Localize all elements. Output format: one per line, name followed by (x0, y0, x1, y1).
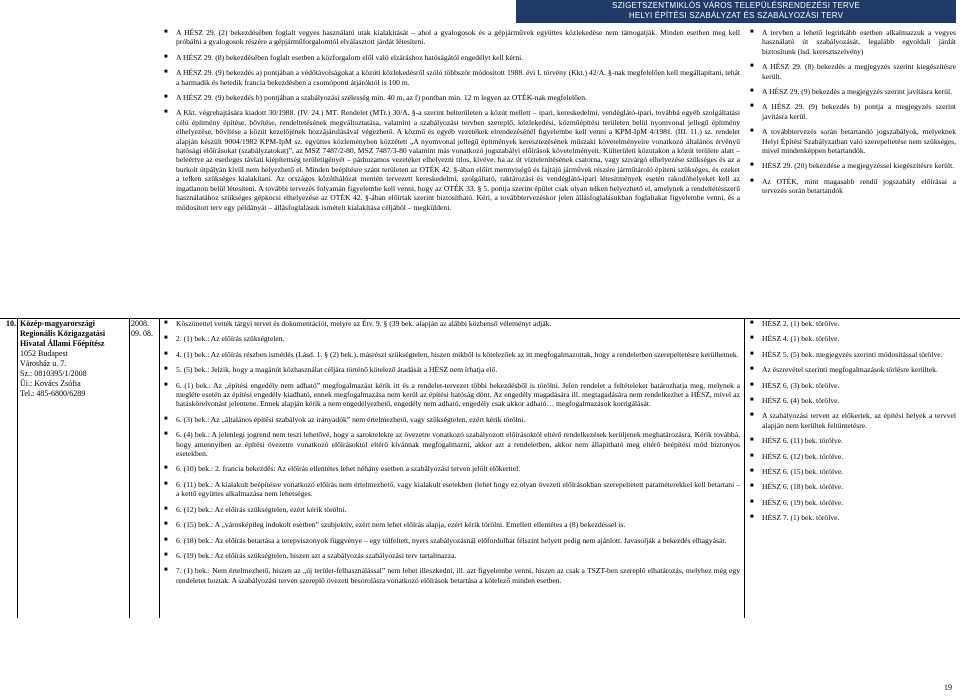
comment-item: ■ 2. (1) bek.: Az előírás szükségtelen. (162, 334, 740, 343)
top-text-column (162, 28, 740, 218)
organization-block (20, 319, 128, 399)
page-number: 19 (944, 683, 952, 692)
comment-item: ■ 6. (10) bek.: 2. francia bekezdés: Az előírás ellentétes lehet néhány esetben a szabályozási terven jelölt előkerttel. (162, 464, 740, 473)
top-response-item: ■ A tervben a lehető legritkább esetben alkalmazzuk a vegyes használatú út szabályozását, legalább egyoldali járdát biztosítunk (lsd. keresztszelvény) (748, 28, 956, 56)
comment-item: ■ 6. (15) bek.: A „városképileg indokolt esetben” szubjektív, ezért nem lehet előírás alapja, ezért kérik törölni. Emellett ellentétes a (8) bekezdéssel is. (162, 520, 740, 529)
date-block (131, 319, 159, 339)
top-response-item: ■ HÉSZ 29. (20) bekezdése a megjegyzéssel kiegészítésre került. (748, 161, 956, 170)
response-item: ■ HÉSZ 6. (3) bek. törölve. (748, 381, 956, 390)
response-item: ■ HÉSZ 4. (1) bek. törölve. (748, 334, 956, 343)
comment-item: ■ 5. (5) bek.: Jelzik, hogy a magánút közhasználat céljára történő kötelező átadását a HÉSZ nem írhatja elő. (162, 365, 740, 374)
document-header (516, 0, 956, 23)
header-line-2: HELYI ÉPÍTÉSI SZABÁLYZAT ÉS SZABÁLYOZÁSI TERV (628, 11, 844, 20)
response-item: ■ HÉSZ 7. (1) bek. törölve. (748, 513, 956, 522)
org-line: Sz.: 0810395/1/2008 (20, 369, 87, 378)
header-line-1: SZIGETSZENTMIKLÓS VÁROS TELEPÜLÉSRENDEZÉSI TERVE (612, 1, 860, 10)
response-item: ■ HÉSZ 6. (11) bek. törölve. (748, 436, 956, 445)
org-line: Hivatal Állami Főépítész (20, 339, 105, 348)
top-text-item: ■ A HÉSZ 29. (2) bekezdésében foglalt vegyes használatú utak kialakítását – ahol a gyalogosok és a gépjárművek együttes közlekedése nem támogatják. Minden esetben meg kell próbálni a gyalogosok részére a gépjárműforgalomtól elválasztott járdát létesíteni. (162, 28, 740, 47)
response-item: ■ A szabályozási terven az előkertek, az építési helyek a tervvel alapján nem kerültek feltüntetésre. (748, 411, 956, 430)
response-item: ■ HÉSZ 5. (5) bek. megjegyzés szerinti módosítással törölve. (748, 350, 956, 359)
response-item: ■ HÉSZ 2. (1) bek. törölve. (748, 319, 956, 328)
top-text-item: ■ A HÉSZ 29. (9) bekezdés a) pontjában a védőtávolságokat a közúti közlekedésről szóló többször módosított 1988. évi I. törvény (Kkt.) 42/A. §-nak megfelelően kell megállapítani, tehát a harmadik és hetedik francia bekezdésben a csomóponti átjáróktól is 100 m. (162, 68, 740, 87)
org-line: Városház u. 7. (20, 359, 67, 368)
comment-item: ■ 7. (1) bek.: Nem értelmezhető, hiszen az „új terület-felhasználással” nem lehet illeszkedni, ill. azt figyelembe venni, hiszen az csak a TSZT-ben szereplő elhatározás, melyhez még egy rendeletet hoztak. A szabályozási terven szereplő övezeti besorolásra vonatkozó előírások betartása a kötelező minden esetben. (162, 566, 740, 585)
comment-item: ■ 6. (11) bek.: A kialakult beépítésre vonatkozó előírás nem értelmezhető, vagy kialakult esetekben (lehet hogy ez olyan övezeti előírásokban szerepeltetett paraméterekkel kell betartani – a kettő együttes alkalmazása nem lehetséges. (162, 480, 740, 499)
response-item: ■ HÉSZ 6. (18) bek. törölve. (748, 482, 956, 491)
top-response-item: ■ A továbbtervezés során betartandó jogszabályok, melyeknek Helyi Építési Szabályzatban való szerepeltetése nem szükséges, mivel mindenképpen betartandók. (748, 127, 956, 155)
row-number: 10. (6, 319, 16, 328)
top-response-column (748, 28, 956, 202)
org-line: Regionális Közigazgatási (20, 329, 106, 338)
response-item: ■ Az észrevétel szerinti megfogalmazások törlésre kerültek. (748, 365, 956, 374)
response-item: ■ HÉSZ 6. (15) bek. törölve. (748, 467, 956, 476)
top-text-item: ■ A Kkt. végrehajtására kiadott 30/1988. (IV. 24.) MT. Rendelet (MTr.) 30/A. §-a szerint belterületen a közút mellett – ipari, kereskedelmi, vendéglátó-ipari, továbbá egyéb szolgáltatási célú építmény építése, bővítése, rendeltetésének megváltoztatása, valamint a szabályozási tervben szereplő, közlekedési, közműépítési területen belül nyomvonal jellegű építmény elhelyezése, bővítése a közút kezelőjének hozzájárulásával végezhető. A közmű és egyéb vezetékek elrendezésénél figyelembe kell venni a KPM-IpM 4/1981. (III. 11.) sz. rendelet alapján készült 9004/1982 KPM-IpM sz. együttes közleményben közzétett „A nyomvonal jellegű építmények keresztezésének műszaki követelményeire vonatkozó általános érvényű hatósági előírásokat (szabályzatokat)”, az MSZ 7487/2-80, MSZ 7487/3-80 valamint más vonatkozó jogszabályi előírások követelményeit. Külterületi közutakon a közút területe alatt – beleértve az esetleges távlati kiépítettség területigényét – párhuzamos vezetéket elhelyezni tilos, kivéve, ha az út víztelenítésének csatorna, vagy szivárgó elhelyezése szükséges és az a burkolt útpályán kívül nem helyezhető el. Minden beépítésre szánt területen az OTÉK 42. §-ában előírt mennyiségű és fajtájú járművek részére járműtároló építeni szükséges, és ezeket a telken szükséges kialakítani. Az országos közúthálózat mentén tervezett kereskedelmi, szolgáltató, raktározási és vendéglátó-ipari létesítmények esetén rakodóhelyeket kell az ingatlanon belül létesíteni. A további tervezés folyamán figyelembe kell venni, hogy az OTÉK 33. § 5. pontja szerint épület csak olyan telken helyezhető el, amelynek a rendeltetésszerű használatához szükséges gépkocsi elhelyezése az OTÉK 42. §-ában előírtak szerint biztosítható. Kéri, a továbbtervezéskor jelen állásfoglalásukban foglaltakat figyelembe venni, és a módosított terv egy példányát – állásfoglalásuk ismételt kialakítása céljából – megküldeni. (162, 108, 740, 211)
row-10 (0, 318, 960, 619)
top-response-item: ■ A HÉSZ 29. (9) bekezdés b) pontja a megjegyzés szerint javításra kerül. (748, 102, 956, 121)
top-response-item: ■ Az OTÉK, mint magasabb rendű jogszabály előírásai a tervezés során betartandók (748, 177, 956, 196)
org-line: Üi.: Kovács Zsófia (20, 379, 81, 388)
response-item: ■ HÉSZ 6. (19) bek. törölve. (748, 498, 956, 507)
org-line: Közép-magyarországi (20, 319, 95, 328)
comment-item: ■ 6. (1) bek.: Az „építési engedély nem adható” megfogalmazást kérik itt és a rendelet-tervezet többi bekezdésből is törölni. Jelen rendelet a feltételeket határozhatja meg, melynek a megléte esetén az építési engedély kiadható, ennek megfogalmazása nem kerül az építési hatóság dönt. Az engedély magadására ill. megtagadására nem rendelkezhet a HÉSZ, mivel az hatáskörelvonást jelentene. Ennek alapján kérik a nem engedélyezhető, engedély nem adható, engedély csak akkor adható… megfogalmazások korrigálását. (162, 381, 740, 409)
top-text-item: ■ A HÉSZ 29. (8) bekezdésében foglalt esetben a közforgalom elől való elzáráshoz hatóságától engedélyt kell kérni. (162, 53, 740, 62)
date-line: 09. 08. (131, 329, 153, 338)
comment-item: ■ 6. (4) bek.: A jelenlegi jogrend nem teszi lehetővé, hogy a saroktelekre az övezetre vonatkozó szabályozott előírásoktól eltérő rendelkezések kerüljenek meghatározásra. Kérik továbbá, hogy amennyiben az építési övezetre vonatkozó előírásoktól eltérő kívánnak megfogalmazni, akkor azt a rendeletben, akkor nem állapítható meg eltérő beépítési mód biztonyos esetekben. (162, 430, 740, 458)
comment-item: ■ 6. (19) bek.: Az előírás szükségtelen, hiszen azt a szabályozás szabályozási terv tartalmazza. (162, 551, 740, 560)
top-response-item: ■ A HÉSZ 29. (9) bekezdés a megjegyzés szerint javításra kerül. (748, 87, 956, 96)
date-line: 2008. (131, 319, 149, 328)
response-item: ■ HÉSZ 6. (4) bek. törölve. (748, 396, 956, 405)
top-section (0, 28, 960, 314)
comment-item: ■ 4. (1) bek.: Az előírás részben ismétlés (Lásd. 1. § (2) bek.), másrészt szükségtelen, hiszen mikből is kötelezőek az itt megfogalmazottak, hogy a rendeletben szerepeltetésre kerülhetnek. (162, 350, 740, 359)
comment-item: ■ 6. (3) bek.: Az „általános építési szabályok az irányadók” nem értelmezhető, vagy szükségtelen, ezért kérik törölni. (162, 415, 740, 424)
response-item: ■ HÉSZ 6. (12) bek. törölve. (748, 452, 956, 461)
response-column (748, 319, 956, 529)
comment-item: ■ 6. (18) bek.: Az előírás betartása a terepviszonyok függvénye – egy túlfeltett, nyers szabályozásnál előfordulhat félszint helyett pedig nem ajánlott. Javasolják a bekezdés elhagyását. (162, 536, 740, 545)
comment-item: ■ 6. (12) bek.: Az előírás szükségtelen, ezért kérik törölni. (162, 505, 740, 514)
org-line: 1052 Budapest (20, 349, 68, 358)
top-text-item: ■ A HÉSZ 29. (9) bekezdés b) pontjában a szabályozási szélesség min. 40 m, az f) pontban min. 12 m legyen az OTÉK-nak megfelelően. (162, 93, 740, 102)
comment-item: ■ Köszönettel vették tárgyi tervet és dokumentációt, melyre az Étv. 9. § (39 bek. alapján az alábbi közbenső véleményt adják. (162, 319, 740, 328)
org-line: Tel.: 485-6800/6289 (20, 389, 86, 398)
comment-column (162, 319, 740, 591)
top-response-item: ■ A HÉSZ 29. (8) bekezdés a megjegyzés szerint kiegészítésre került. (748, 62, 956, 81)
